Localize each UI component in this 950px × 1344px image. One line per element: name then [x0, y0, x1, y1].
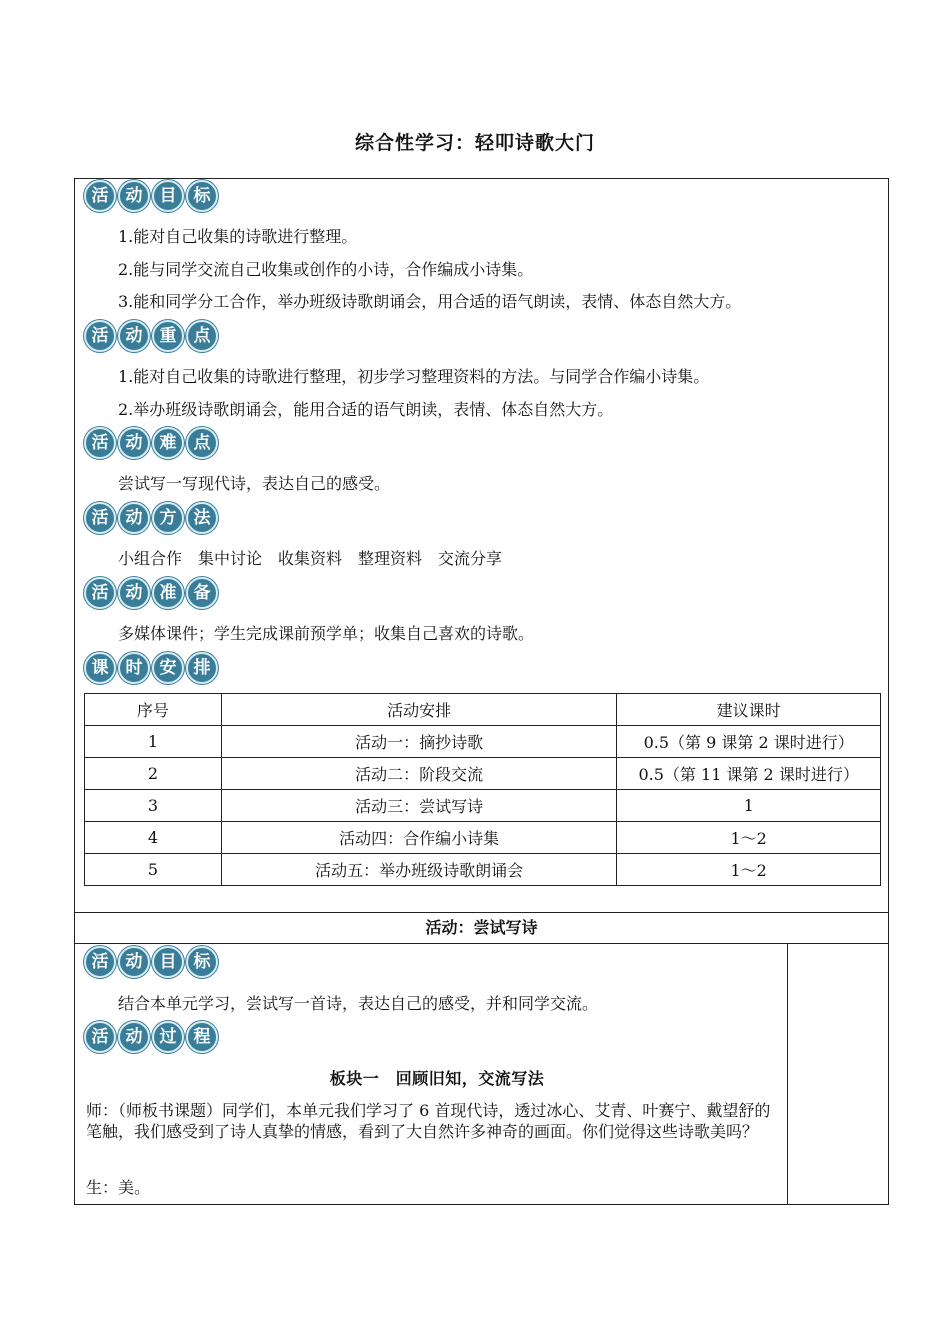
badge-character: 动	[118, 502, 150, 534]
table-cell: 3	[85, 790, 222, 822]
badge-character: 动	[118, 427, 150, 459]
table-row	[85, 790, 881, 822]
badge-character: 动	[118, 180, 150, 212]
badge-character: 活	[84, 946, 116, 978]
table-cell: 0.5（第 9 课第 2 课时进行）	[617, 726, 881, 758]
badge-character: 目	[152, 946, 184, 978]
badge-character: 排	[186, 652, 218, 684]
table-cell: 1～2	[617, 854, 881, 886]
table-row	[85, 822, 881, 854]
badge-character: 备	[186, 577, 218, 609]
goal-item: 2.能与同学交流自己收集或创作的小诗，合作编成小诗集。	[118, 260, 534, 279]
badge-character: 重	[152, 320, 184, 352]
badge-character: 安	[152, 652, 184, 684]
methods-badge	[84, 502, 218, 536]
table-row	[85, 726, 881, 758]
table-cell: 活动五：举办班级诗歌朗诵会	[221, 854, 616, 886]
table-cell: 0.5（第 11 课第 2 课时进行）	[617, 758, 881, 790]
difficulties-badge	[84, 427, 218, 461]
badge-character: 过	[152, 1021, 184, 1053]
goals-badge	[84, 180, 218, 214]
schedule-badge	[84, 652, 218, 686]
preparation-badge	[84, 577, 218, 611]
table-cell: 1	[617, 790, 881, 822]
badge-character: 活	[84, 1021, 116, 1053]
badge-character: 时	[118, 652, 150, 684]
key-point-item: 1.能对自己收集的诗歌进行整理，初步学习整理资料的方法。与同学合作编小诗集。	[118, 367, 710, 386]
table-cell: 2	[85, 758, 222, 790]
preparation-text: 多媒体课件；学生完成课前预学单；收集自己喜欢的诗歌。	[118, 624, 535, 643]
student-paragraph: 生：美。	[86, 1178, 151, 1197]
schedule-table	[84, 693, 881, 886]
badge-character: 方	[152, 502, 184, 534]
table-cell: 活动四：合作编小诗集	[221, 822, 616, 854]
badge-character: 点	[186, 427, 218, 459]
difficulties-text: 尝试写一写现代诗，表达自己的感受。	[118, 474, 391, 493]
badge-character: 活	[84, 427, 116, 459]
badge-character: 活	[84, 577, 116, 609]
badge-character: 动	[118, 320, 150, 352]
activity-process-badge	[84, 1021, 218, 1055]
badge-character: 动	[118, 946, 150, 978]
badge-character: 目	[152, 180, 184, 212]
badge-character: 活	[84, 502, 116, 534]
table-row	[85, 758, 881, 790]
activity-goal-badge	[84, 946, 218, 980]
badge-character: 标	[186, 180, 218, 212]
activity-goal-text: 结合本单元学习，尝试写一首诗，表达自己的感受，并和同学交流。	[118, 994, 599, 1013]
badge-character: 程	[186, 1021, 218, 1053]
table-cell: 活动一：摘抄诗歌	[221, 726, 616, 758]
page-title: 综合性学习：轻叩诗歌大门	[354, 132, 595, 154]
divider	[74, 943, 889, 944]
badge-character: 课	[84, 652, 116, 684]
goal-item: 1.能对自己收集的诗歌进行整理。	[118, 227, 358, 246]
badge-character: 准	[152, 577, 184, 609]
table-cell: 活动二：阶段交流	[221, 758, 616, 790]
table-cell: 4	[85, 822, 222, 854]
column-header: 活动安排	[221, 694, 616, 726]
badge-character: 动	[118, 1021, 150, 1053]
teacher-paragraph: 师：（师板书课题）同学们，本单元我们学习了 6 首现代诗，透过冰心、艾青、叶赛宁、戴望舒的笔触，我们感受到了诗人真挚的情感，看到了大自然许多神奇的画面。你们觉得这些诗歌美吗？	[86, 1101, 771, 1141]
activity-title: 活动：尝试写诗	[425, 918, 538, 937]
badge-character: 活	[84, 320, 116, 352]
goal-item: 3.能和同学分工合作，举办班级诗歌朗诵会，用合适的语气朗读，表情、体态自然大方。	[118, 292, 742, 311]
column-header: 序号	[85, 694, 222, 726]
table-cell: 活动三：尝试写诗	[221, 790, 616, 822]
table-cell: 1～2	[617, 822, 881, 854]
column-header: 建议课时	[617, 694, 881, 726]
table-cell: 5	[85, 854, 222, 886]
table-cell: 1	[85, 726, 222, 758]
badge-character: 法	[186, 502, 218, 534]
table-row	[85, 854, 881, 886]
badge-character: 点	[186, 320, 218, 352]
badge-character: 难	[152, 427, 184, 459]
methods-text: 小组合作 集中讨论 收集资料 整理资料 交流分享	[118, 549, 503, 568]
badge-character: 活	[84, 180, 116, 212]
key-points-badge	[84, 320, 218, 354]
block-title: 板块一 回顾旧知，交流写法	[329, 1069, 545, 1088]
key-point-item: 2.举办班级诗歌朗诵会，能用合适的语气朗读，表情、体态自然大方。	[118, 400, 614, 419]
badge-character: 标	[186, 946, 218, 978]
badge-character: 动	[118, 577, 150, 609]
table-header-row	[85, 694, 881, 726]
